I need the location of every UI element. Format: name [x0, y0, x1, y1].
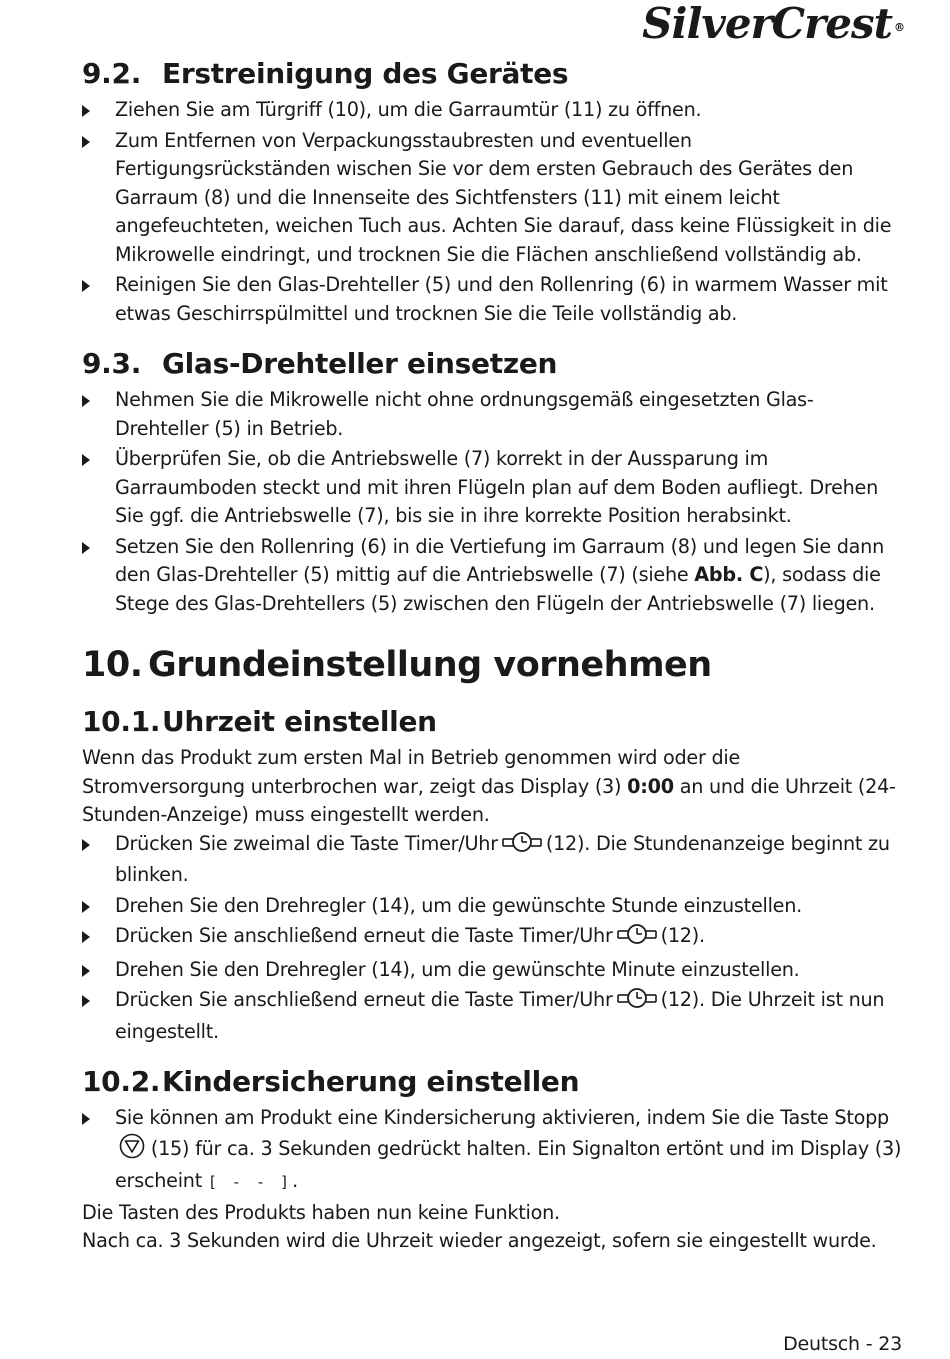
section-number: 10.2. [82, 1065, 161, 1098]
list-item [82, 96, 904, 125]
intro-paragraph [82, 744, 904, 830]
paragraph: Die Tasten des Produkts haben nun keine Funktion. [82, 1200, 560, 1224]
bullet-arrow-icon [82, 454, 90, 466]
list-item-text: (12). Die Uhrzeit ist nun eingestellt. [115, 988, 885, 1043]
list-item [82, 892, 904, 921]
chapter-heading-10 [82, 640, 904, 690]
timer-clock-icon [502, 831, 542, 862]
bullet-arrow-icon [82, 931, 90, 943]
timer-clock-icon [617, 987, 657, 1018]
chapter-number: 10. [82, 645, 143, 685]
display-lock-symbol: [ - - ] [207, 1173, 293, 1191]
figure-reference: Abb. C [694, 563, 764, 586]
section-title: Kindersicherung einstellen [162, 1065, 580, 1098]
section-number: 9.2. [82, 57, 142, 90]
bullet-arrow-icon [82, 280, 90, 292]
section-heading-9-3 [82, 342, 904, 386]
section-number: 9.3. [82, 347, 142, 380]
bullet-arrow-icon [82, 965, 90, 977]
list-item-text: . [292, 1169, 298, 1192]
list-item-text: Nehmen Sie die Mikrowelle nicht ohne ordnungsgemäß eingesetzten Glas-Drehteller (5) in Betrieb. [115, 388, 814, 440]
list-item-text: Setzen Sie den Rollenring (6) in die Vertiefung im Garraum (8) und legen Sie dann den Glas-Drehteller (5) mittig auf die Antriebswelle (7) (siehe [115, 534, 885, 586]
bullet-arrow-icon [82, 542, 90, 554]
section-heading-10-1 [82, 700, 904, 744]
paragraph-text: an und die Uhrzeit (24-Stunden-Anzeige) muss eingestellt werden. [82, 774, 896, 826]
list-item-text: Ziehen Sie am Türgriff (10), um die Garraumtür (11) zu öffnen. [115, 98, 702, 121]
bullet-arrow-icon [82, 1113, 90, 1125]
list-item-text: Zum Entfernen von Verpackungsstaubresten und eventuellen Fertigungsrückständen wischen Sie vor dem ersten Gebrauch des Gerätes den Garraum (8) und die Innenseite des Sichtfensters (11) mit einem leicht angefeuchteten, weichen Tuch aus. Achten Sie darauf, dass keine Flüssigkeit in die Mikrowelle eindringt, und trocknen Sie die Flächen anschließend vollständig ab. [115, 128, 892, 266]
list-item [82, 830, 904, 890]
list-item-text: Drücken Sie zweimal die Taste Timer/Uhr [115, 831, 498, 855]
display-value: 0:00 [627, 774, 674, 798]
brand-logo [642, 2, 904, 46]
list-item-text: (12). Die Stundenanzeige beginnt zu blinken. [115, 831, 890, 886]
paragraph: Nach ca. 3 Sekunden wird die Uhrzeit wieder angezeigt, sofern sie eingestellt wurde. [82, 1229, 877, 1252]
list-item-text: Drücken Sie anschließend erneut die Taste Timer/Uhr [115, 988, 613, 1011]
bullet-arrow-icon [82, 395, 90, 407]
list-item [82, 1104, 904, 1197]
bullet-arrow-icon [82, 839, 90, 851]
bullet-list-9-3 [82, 386, 904, 618]
section-number: 10.1. [82, 705, 161, 738]
section-heading-10-2 [82, 1060, 904, 1104]
registered-mark: ® [894, 21, 904, 34]
list-item [82, 271, 904, 328]
list-item [82, 956, 904, 985]
bullet-arrow-icon [82, 995, 90, 1007]
bullet-list-10-2 [82, 1104, 904, 1197]
list-item-text: (15) für ca. 3 Sekunden gedrückt halten. Ein Signalton ertönt und im Display (3) erscheint [115, 1136, 902, 1192]
bullet-arrow-icon [82, 105, 90, 117]
list-item-text: (12). [660, 924, 705, 947]
paragraph-text: Wenn das Produkt zum ersten Mal in Betrieb genommen wird oder die Stromversorgung unterbrochen war, zeigt das Display (3) [82, 746, 741, 798]
list-item [82, 533, 904, 619]
list-item-text: Überprüfen Sie, ob die Antriebswelle (7) korrekt in der Aussparung im Garraumboden steckt und mit ihren Flügeln plan auf dem Boden aufliegt. Drehen Sie ggf. die Antriebswelle (7), bis sie in ihre korrekte Position herabsinkt. [115, 447, 879, 527]
bullet-list-10-1 [82, 830, 904, 1047]
list-item [82, 986, 904, 1046]
list-item-text: ), sodass die Stege des Glas-Drehtellers (5) zwischen den Flügeln der Antriebswelle (7) liegen. [115, 563, 881, 615]
bullet-arrow-icon [82, 901, 90, 913]
section-heading-9-2 [82, 52, 904, 96]
list-item-text: Reinigen Sie den Glas-Drehteller (5) und den Rollenring (6) in warmem Wasser mit etwas Geschirrspülmittel und trocknen Sie die Teile vollständig ab. [115, 273, 888, 325]
section-title: Uhrzeit einstellen [162, 705, 437, 738]
list-item-text: Drehen Sie den Drehregler (14), um die gewünschte Stunde einzustellen. [115, 893, 802, 917]
list-item-text: Sie können am Produkt eine Kindersicherung aktivieren, indem Sie die Taste Stopp [115, 1106, 889, 1129]
list-item [82, 386, 904, 443]
list-item-text: Drücken Sie anschließend erneut die Taste Timer/Uhr [115, 924, 613, 947]
stop-icon [119, 1133, 145, 1168]
page-content [82, 52, 904, 1256]
list-item [82, 127, 904, 270]
timer-clock-icon [617, 923, 657, 954]
section-title: Glas-Drehteller einsetzen [162, 347, 558, 380]
chapter-title: Grundeinstellung vornehmen [148, 645, 712, 685]
bullet-list-9-2 [82, 96, 904, 328]
list-item [82, 922, 904, 954]
list-item [82, 445, 904, 531]
brand-logo-text: SilverCrest [642, 0, 892, 48]
list-item-text: Drehen Sie den Drehregler (14), um die gewünschte Minute einzustellen. [115, 957, 800, 981]
bullet-arrow-icon [82, 136, 90, 148]
section-title: Erstreinigung des Gerätes [162, 57, 569, 90]
page-footer: Deutsch - 23 [783, 1333, 902, 1355]
